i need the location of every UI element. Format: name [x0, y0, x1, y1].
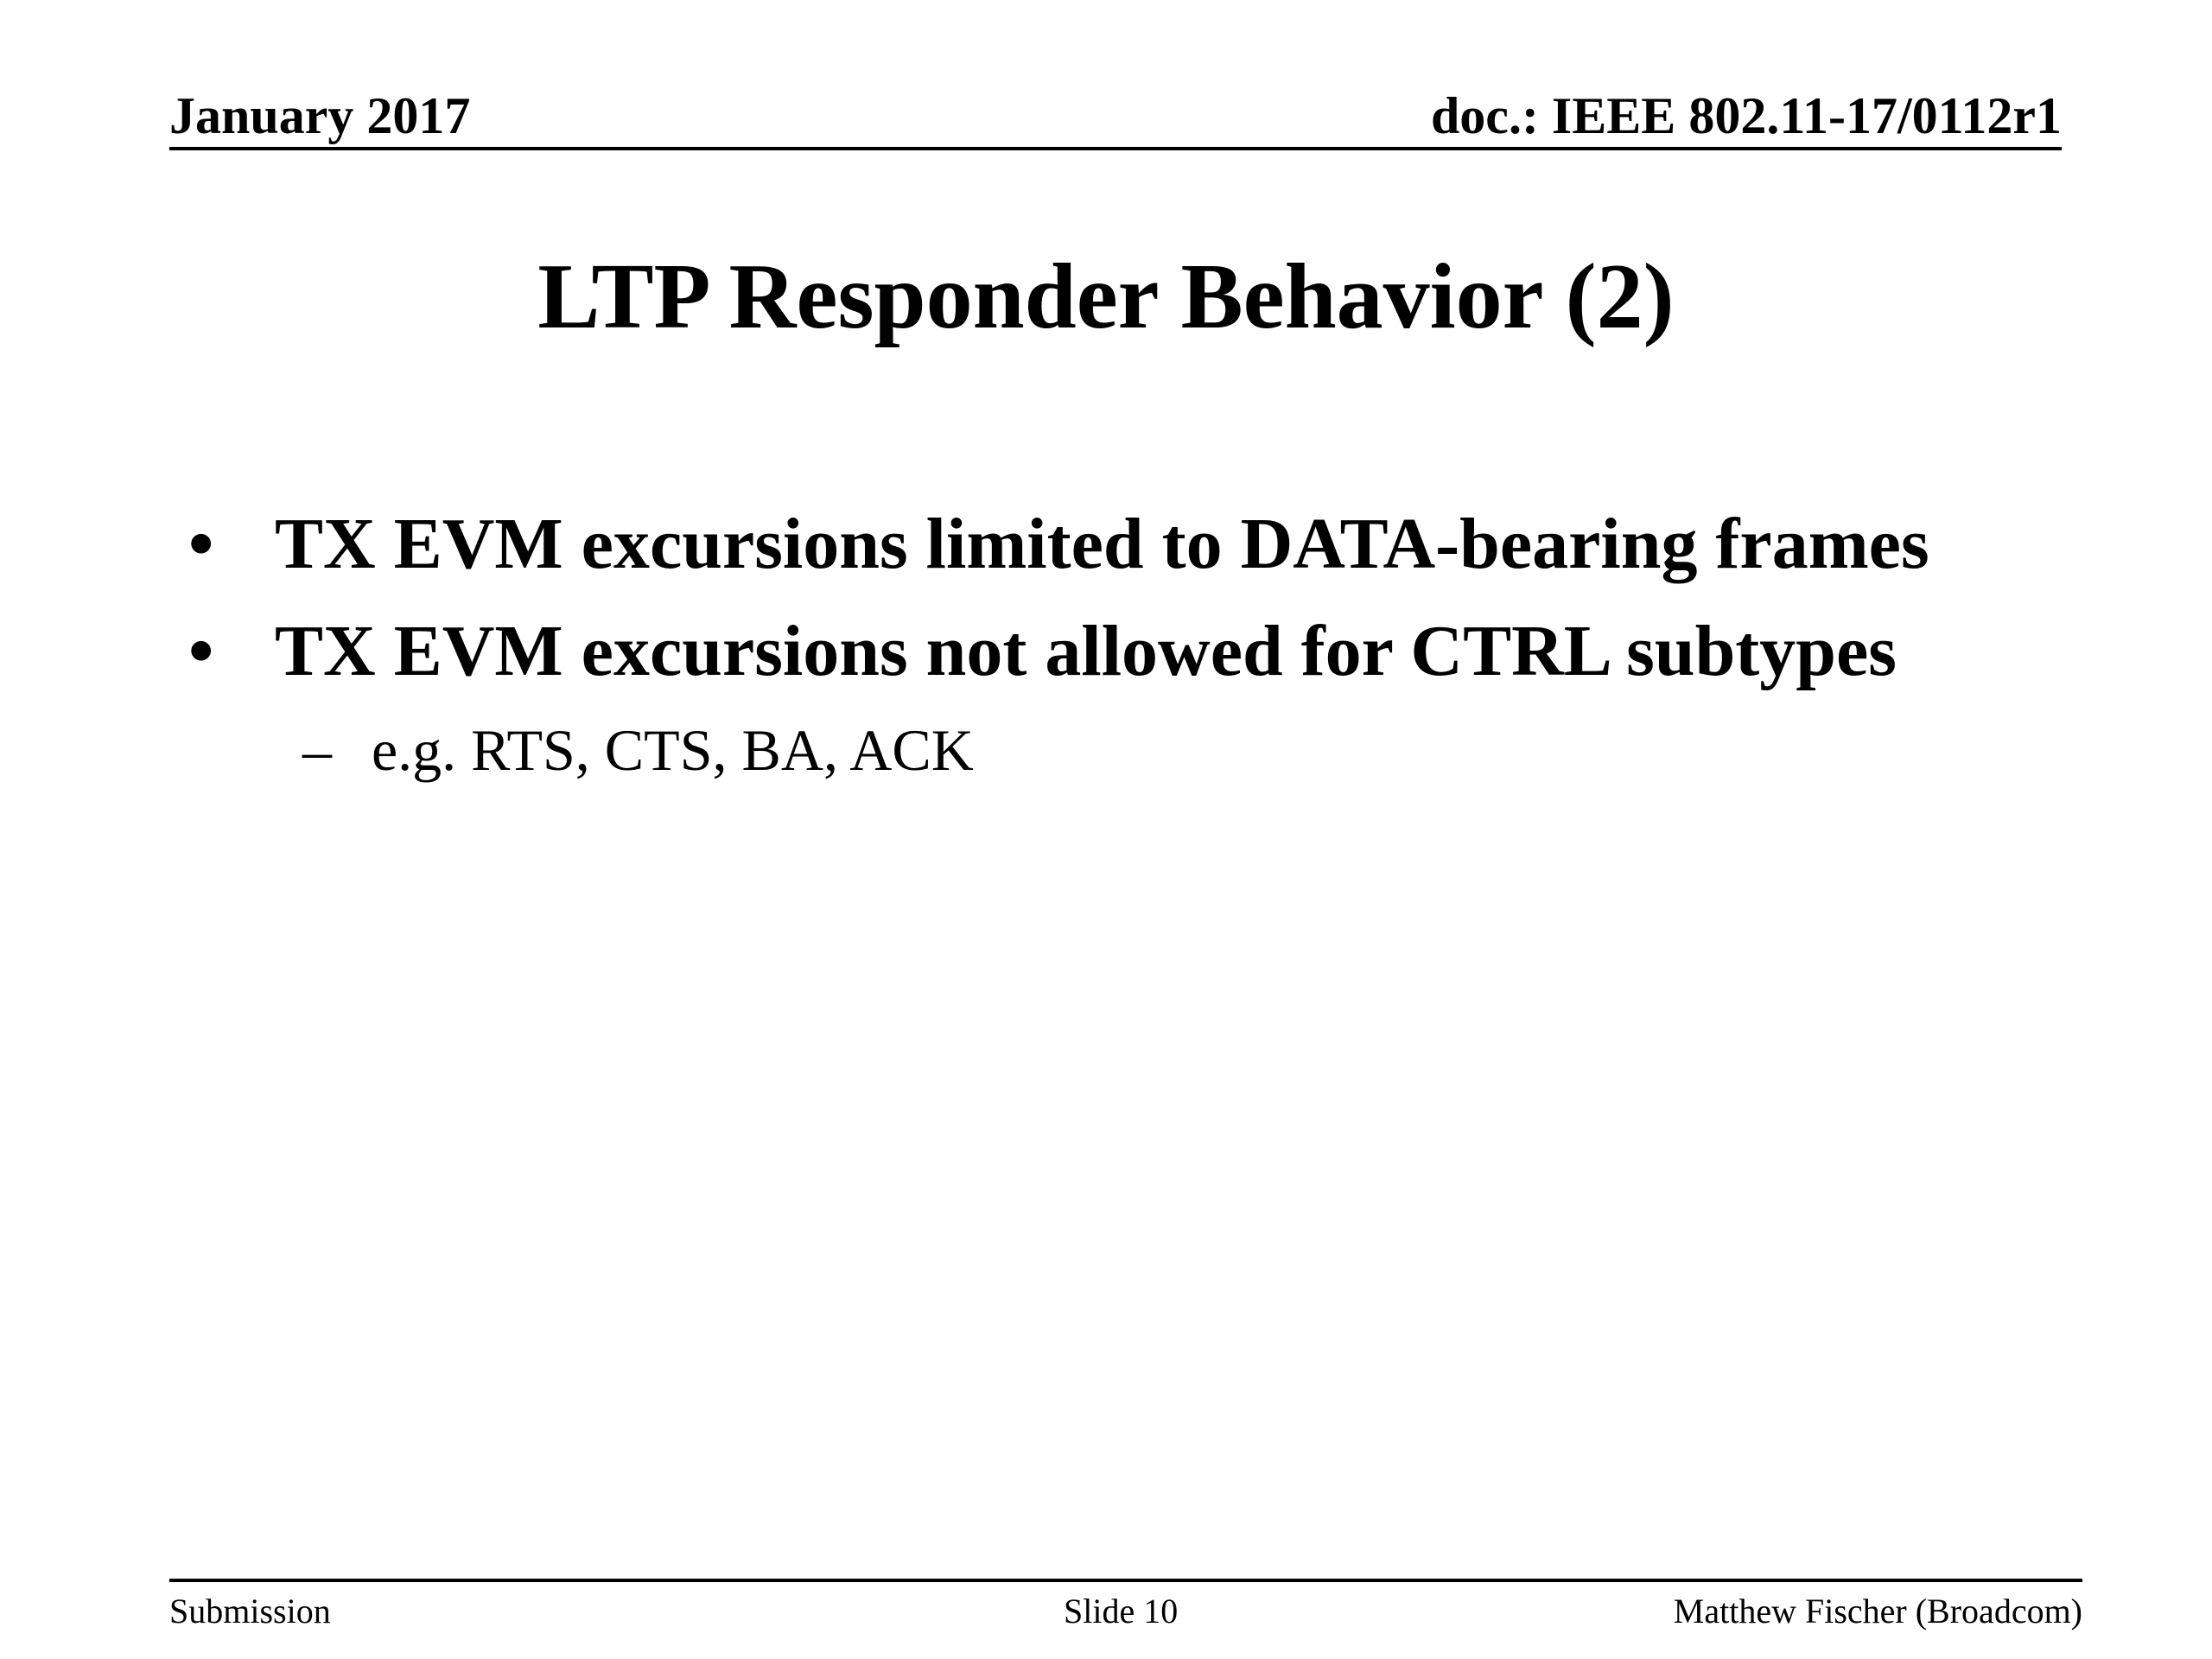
footer-author: Matthew Fischer (Broadcom)	[1673, 1592, 2082, 1630]
sub-bullet-item	[302, 717, 974, 783]
bullet-marker: •	[188, 611, 214, 691]
bullet-marker: •	[188, 504, 214, 584]
bullet-text: TX EVM excursions not allowed for CTRL subtypes	[275, 611, 1897, 691]
sub-bullet-text: e.g. RTS, CTS, BA, ACK	[372, 717, 974, 783]
footer-submission: Submission	[169, 1592, 331, 1630]
slide-title: LTP Responder Behavior (2)	[537, 245, 1675, 348]
sub-bullet-marker: –	[302, 717, 332, 783]
bullet-text: TX EVM excursions limited to DATA-bearing frames	[275, 504, 1929, 584]
header-date: January 2017	[169, 87, 471, 144]
bullet-item	[188, 504, 1929, 584]
footer-slide-number: Slide 10	[1064, 1592, 1179, 1630]
header-doc-id: doc.: IEEE 802.11-17/0112r1	[1430, 87, 2062, 144]
slide-header	[169, 79, 2062, 150]
bullet-item	[188, 611, 1897, 691]
slide-footer	[169, 1579, 2082, 1634]
